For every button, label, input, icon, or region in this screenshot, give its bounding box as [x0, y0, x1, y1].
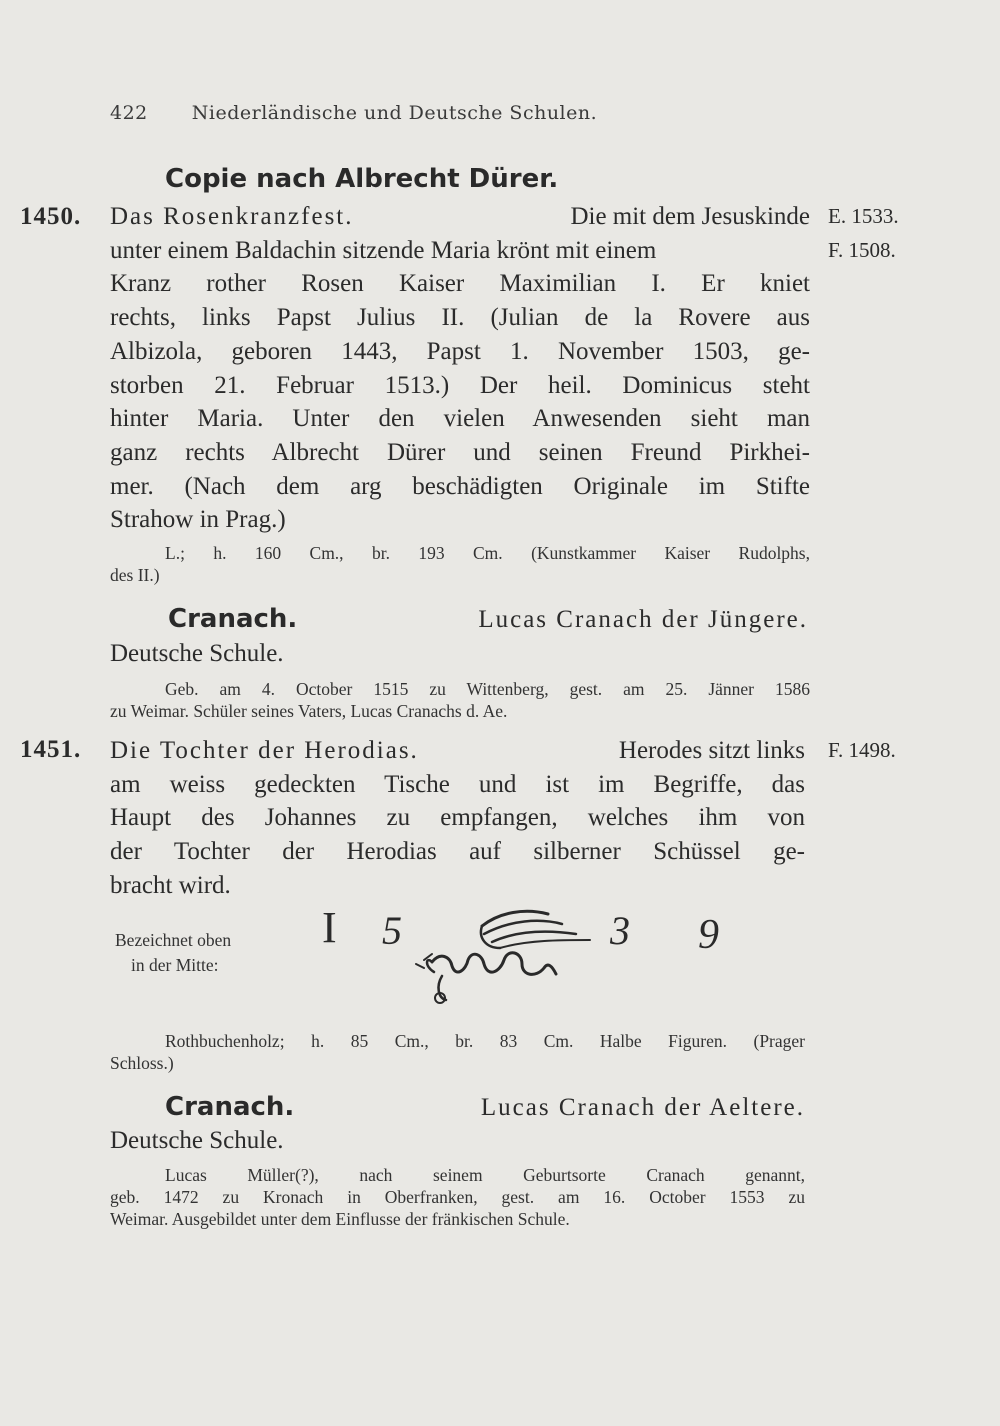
bio-line: Lucas Müller(?), nach seinem Geburtsorte Cranach genannt, — [165, 1165, 805, 1185]
entry-1450-title: Das Rosenkranzfest. — [110, 203, 354, 230]
entry-1450-details — [110, 542, 810, 586]
signature-caption — [115, 928, 231, 978]
details-line: Rothbuchenholz; h. 85 Cm., br. 83 Cm. Halbe Figuren. (Prager — [165, 1031, 805, 1051]
running-head — [110, 102, 597, 124]
margin-ref: E. 1533. — [828, 204, 899, 228]
school-label: Deutsche Schule. — [110, 640, 284, 667]
school-label: Deutsche Schule. — [110, 1127, 284, 1154]
section-subtitle: Lucas Cranach der Jüngere. — [478, 606, 808, 633]
entry-number-1450: 1450. — [20, 203, 82, 230]
signature-label: in der Mitte: — [131, 955, 219, 975]
entry-1450-line: hinter Maria. Unter den vielen Anwesenden sieht man — [110, 405, 810, 433]
entry-1450-line: mer. (Nach dem arg beschädigten Originale im Stifte — [110, 472, 810, 500]
margin-ref: F. 1508. — [828, 237, 896, 262]
entry-1450-text — [110, 200, 810, 537]
bio-line: geb. 1472 zu Kronach in Oberfranken, gest. am 16. October 1553 zu — [110, 1187, 805, 1207]
entry-1451-details — [110, 1030, 805, 1074]
entry-1450-line: Kranz rother Rosen Kaiser Maximilian I. Er kniet — [110, 270, 810, 298]
margin-ref-1451 — [828, 734, 896, 768]
entry-number-1451: 1451. — [20, 736, 82, 763]
entry-1450-line: Albizola, geboren 1443, Papst 1. November 1503, ge- — [110, 337, 810, 365]
entry-1451-line: der Tochter der Herodias auf silberner Schüssel ge- — [110, 838, 805, 866]
entry-1450-line: Die mit dem Jesuskinde — [570, 203, 810, 230]
page-number: 422 — [110, 102, 148, 124]
artist-bio-elder — [110, 1164, 805, 1230]
entry-1450-line: rechts, links Papst Julius II. (Julian de la Rovere aus — [110, 304, 810, 332]
bio-line: Geb. am 4. October 1515 zu Wittenberg, gest. am 25. Jänner 1586 — [165, 679, 810, 699]
bio-line: Weimar. Ausgebildet unter dem Einflusse der fränkischen Schule. — [110, 1209, 570, 1229]
entry-1450-line: ganz rechts Albrecht Dürer und seinen Freund Pirkhei- — [110, 438, 810, 466]
signature-date-digit: 3 — [610, 908, 630, 953]
running-title: Niederländische und Deutsche Schulen. — [191, 102, 598, 124]
section-subtitle: Lucas Cranach der Aeltere. — [480, 1094, 805, 1121]
entry-1451-line: am weiss gedeckten Tische und ist im Begriffe, das — [110, 770, 805, 798]
signature-date-digit: I — [322, 903, 337, 952]
section-heading-cranach-younger — [168, 604, 808, 634]
section-heading-cranach-elder — [165, 1092, 805, 1122]
bio-line: zu Weimar. Schüler seines Vaters, Lucas Cranachs d. Ae. — [110, 701, 508, 721]
section-title-copie: Copie nach Albrecht Dürer. — [165, 164, 559, 194]
margin-ref-1450 — [828, 200, 899, 267]
signature-label: Bezeichnet oben — [115, 930, 232, 950]
entry-1451-title: Die Tochter der Herodias. — [110, 737, 419, 764]
details-line: Schloss.) — [110, 1053, 174, 1073]
entry-1450-line: Strahow in Prag.) — [110, 506, 286, 534]
cranach-signature — [300, 890, 760, 1020]
entry-1451-line: bracht wird. — [110, 871, 231, 899]
artist-bio-younger — [110, 678, 810, 722]
margin-ref: F. 1498. — [828, 738, 896, 762]
details-line: des II.) — [110, 565, 160, 585]
details-line: L.; h. 160 Cm., br. 193 Cm. (Kunstkammer Kaiser Rudolphs, — [165, 543, 810, 563]
entry-1451-line: Herodes sitzt links — [618, 737, 805, 764]
section-title-cranach: Cranach. — [165, 1092, 295, 1122]
entry-1450-line: storben 21. Februar 1513.) Der heil. Dominicus steht — [110, 371, 810, 399]
signature-date-digit: 5 — [382, 908, 402, 953]
entry-1451-text — [110, 734, 805, 903]
entry-1450-line: unter einem Baldachin sitzende Maria krönt mit einem — [110, 236, 657, 264]
signature-date-digit: 9 — [698, 912, 719, 958]
entry-1451-line: Haupt des Johannes zu empfangen, welches ihm von — [110, 804, 805, 832]
section-title-cranach: Cranach. — [168, 604, 298, 634]
